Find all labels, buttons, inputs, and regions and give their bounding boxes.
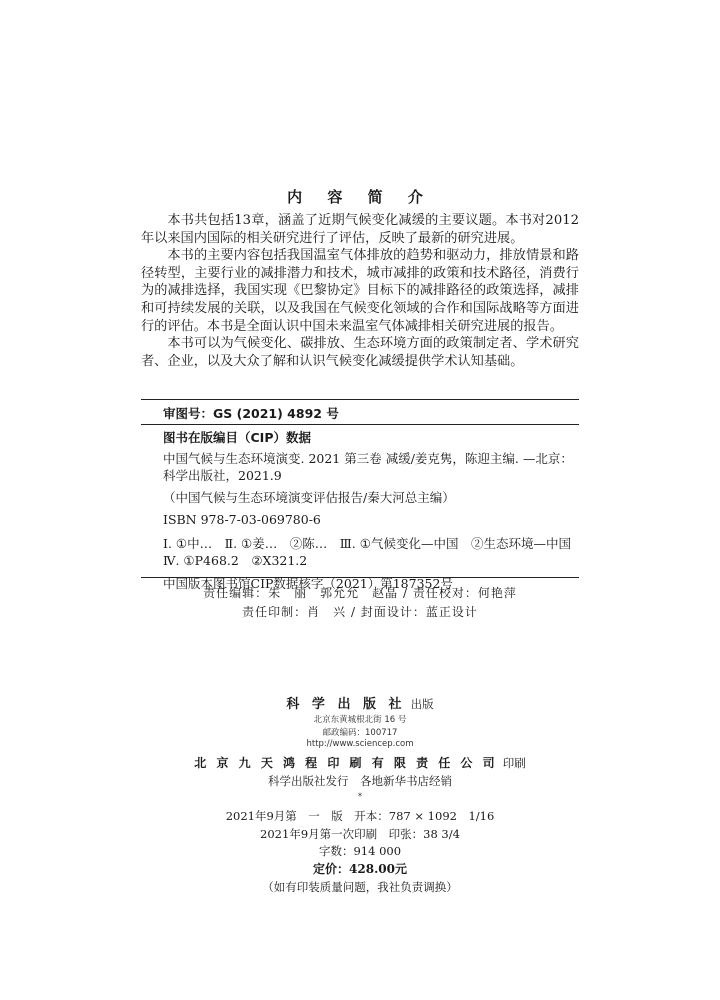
map-review-text: 审图号：GS (2021) 4892 号 [163, 406, 339, 421]
map-review-number [163, 405, 583, 422]
cip-classification: Ⅰ. ①中… Ⅱ. ①姜… ②陈… Ⅲ. ①气候变化—中国 ②生态环境—中国 Ⅳ. ①P468.2 ②X321.2 [163, 536, 584, 568]
distribution-line: 科学出版社发行 各地新华书店经销 [268, 774, 452, 788]
publisher-name: 科 学 出 版 社 [286, 697, 406, 712]
publisher-url: http://www.sciencep.com [306, 739, 414, 749]
divider-top [141, 399, 579, 400]
summary-paragraph-3: 本书可以为气候变化、碳排放、生态环境方面的政策制定者、学术研究者、企业，以及大众了解和认识气候变化减缓提供学术认知基础。 [141, 336, 579, 369]
divider-cip-top [141, 424, 579, 425]
cip-block [163, 429, 583, 592]
cip-record: 中国版本图书馆CIP数据核字（2021）第187352号 [163, 576, 453, 591]
production-line: 责任印制：肖 兴 / 封面设计：蓝正设计 [242, 605, 478, 619]
publisher-line [0, 693, 720, 712]
printer-suffix: 印刷 [502, 756, 526, 770]
cip-series: （中国气候与生态环境演变评估报告/秦大河总主编） [163, 490, 455, 505]
word-count: 字数：914 000 [318, 844, 402, 858]
cip-bibliographic: 中国气候与生态环境演变. 2021 第三卷 减缓/姜克隽，陈迎主编. —北京：科学出版社，2021.9 [163, 451, 573, 483]
edition-line: 2021年9月第 一 版 开本：787 × 1092 1/16 [225, 809, 495, 823]
publisher-address: 北京东黄城根北街 16 号 [313, 715, 407, 725]
printing-line: 2021年9月第一次印刷 印张：38 3/4 [260, 827, 460, 841]
editor-line: 责任编辑：朱 丽 郭允允 赵晶 / 责任校对：何艳萍 [203, 586, 517, 600]
printer-name: 北 京 九 天 鸿 程 印 刷 有 限 责 任 公 司 [194, 756, 498, 770]
price: 定价：428.00元 [313, 862, 407, 876]
summary-paragraph-2: 本书的主要内容包括我国温室气体排放的趋势和驱动力，排放情景和路径转型，主要行业的减排潜力和技术，城市减排的政策和技术路径，消费行为的减排选择，我国实现《巴黎协定》目标下的减排路径的政策选择，减排和可持续发展的关联，以及我国在气候变化领域的合作和国际战略等方面进行的评估。本书是全面认识中国未来温室气体减排相关研究进展的报告。 [141, 248, 579, 334]
quality-notice: （如有印装质量问题，我社负责调换） [262, 880, 458, 894]
printer-line [0, 752, 720, 771]
cip-isbn: ISBN 978-7-03-069780-6 [163, 512, 321, 527]
publisher-postcode: 邮政编码：100717 [322, 728, 398, 738]
separator-star: * [357, 792, 363, 802]
publisher-suffix: 出版 [410, 697, 434, 711]
summary-heading: 内 容 简 介 [287, 188, 433, 206]
cip-heading: 图书在版编目（CIP）数据 [163, 430, 311, 445]
summary-body [141, 212, 579, 370]
summary-paragraph-1: 本书共包括13章，涵盖了近期气候变化减缓的主要议题。本书对2012年以来国内国际的相关研究进行了评估，反映了最新的研究进展。 [141, 213, 579, 246]
divider-cip-bottom [141, 577, 579, 578]
